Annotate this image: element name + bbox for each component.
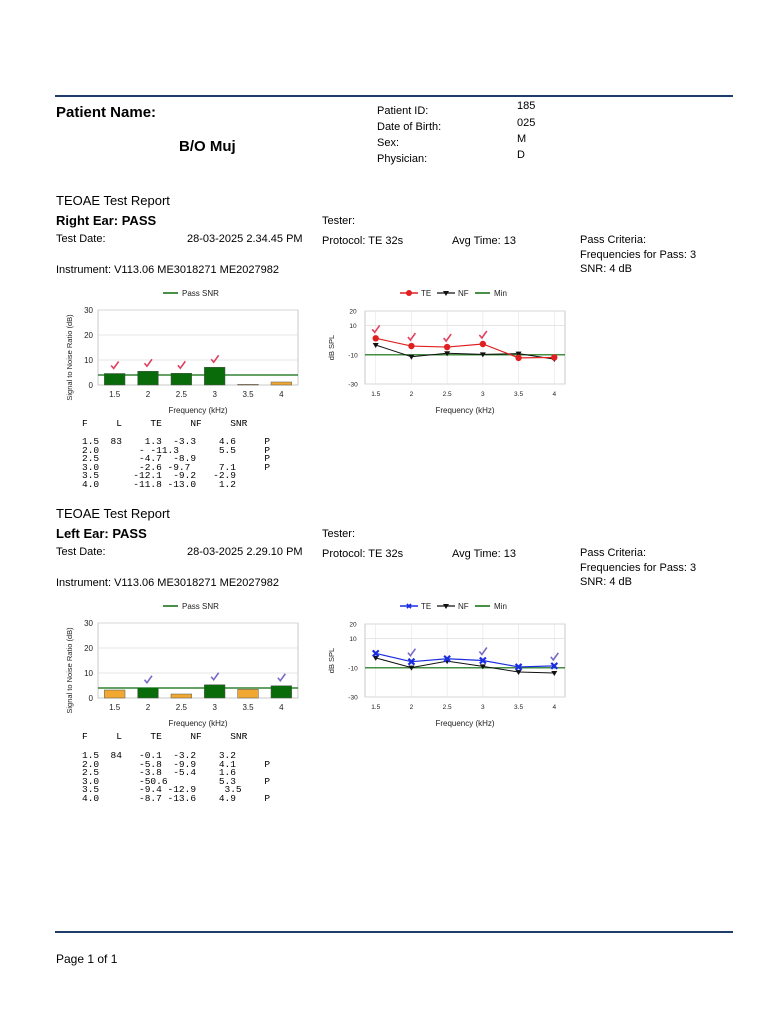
x-tick-label: 3 xyxy=(212,703,217,712)
x-tick-label: 2.5 xyxy=(442,704,452,711)
legend-label-nf: NF xyxy=(458,602,469,611)
data-table-row: 3.0 -2.6 -9.7 7.1 P xyxy=(82,461,271,473)
x-tick-label: 2 xyxy=(409,704,414,711)
legend-label-pass-snr: Pass SNR xyxy=(182,289,219,298)
y-tick-label: 0 xyxy=(88,381,93,390)
header-rule xyxy=(55,95,733,97)
legend-marker-te xyxy=(406,290,412,296)
x-tick-label: 4 xyxy=(552,704,557,711)
data-table-row: 4.0 -8.7 -13.6 4.9 P xyxy=(82,792,271,804)
x-tick-label: 4 xyxy=(279,703,284,712)
pass-check-icon xyxy=(278,674,286,681)
x-tick-label: 1.5 xyxy=(109,703,121,712)
x-axis-label: Frequency (kHz) xyxy=(435,406,495,415)
te-point xyxy=(373,335,379,341)
right-ear-result: Right Ear: PASS xyxy=(56,213,157,228)
snr-bar xyxy=(271,382,292,385)
patient-name: B/O Muj xyxy=(179,138,236,155)
pass-criteria-snr-right: SNR: 4 dB xyxy=(580,263,632,275)
test-date-label-left: Test Date: xyxy=(56,546,106,558)
plot-frame xyxy=(365,311,565,384)
nf-series-line xyxy=(376,345,555,359)
x-axis-label: Frequency (kHz) xyxy=(168,406,228,415)
dbspl-chart-left xyxy=(320,596,575,731)
y-tick-label: 30 xyxy=(84,619,93,628)
report-title-right: TEOAE Test Report xyxy=(56,193,170,208)
footer-rule xyxy=(55,931,733,933)
data-table-row: 3.5 -12.1 -9.2 -2.9 xyxy=(82,470,236,481)
test-date-right: 28-03-2025 2.34.45 PM xyxy=(187,233,303,245)
instrument-left: Instrument: V113.06 ME3018271 ME2027982 xyxy=(56,577,280,589)
x-tick-label: 2.5 xyxy=(442,391,452,398)
pass-criteria-freq-left: Frequencies for Pass: 3 xyxy=(580,562,697,574)
protocol-right: Protocol: TE 32s xyxy=(322,235,404,247)
y-tick-label: -10 xyxy=(348,665,358,673)
x-axis-label: Frequency (kHz) xyxy=(435,719,495,728)
x-tick-label: 1.5 xyxy=(371,704,381,711)
x-tick-label: 4 xyxy=(279,390,284,399)
x-axis-label: Frequency (kHz) xyxy=(168,719,228,728)
x-tick-label: 3.5 xyxy=(514,704,524,711)
snr-bar xyxy=(138,688,159,698)
y-tick-label: 10 xyxy=(349,323,357,331)
dob-label: Date of Birth: xyxy=(377,121,442,133)
te-point xyxy=(480,341,486,347)
snr-bar xyxy=(238,384,259,385)
data-table-row: 2.5 -4.7 -8.9 P xyxy=(82,453,271,464)
sex: M xyxy=(517,133,527,145)
patient-id: 185 xyxy=(517,100,536,112)
pass-check-icon xyxy=(111,362,119,369)
nf-point xyxy=(408,355,414,360)
snr-bar xyxy=(204,685,225,698)
x-tick-label: 1.5 xyxy=(109,390,121,399)
x-tick-label: 2 xyxy=(409,391,414,398)
te-point xyxy=(444,344,450,350)
physician-label: Physician: xyxy=(377,153,428,165)
physician: D xyxy=(517,149,525,161)
pass-criteria-freq-right: Frequencies for Pass: 3 xyxy=(580,249,697,261)
snr-chart-right xyxy=(60,283,310,418)
data-table-row: 2.0 -5.8 -9.9 4.1 P xyxy=(82,758,271,770)
y-tick-label: -30 xyxy=(348,381,358,389)
legend-marker-te: ✖ xyxy=(405,602,413,611)
data-table-row: 4.0 -11.8 -13.0 1.2 xyxy=(82,478,236,490)
legend-label-pass-snr: Pass SNR xyxy=(182,602,219,611)
data-table-row: 3.5 -9.4 -12.9 3.5 xyxy=(82,784,242,795)
avg-time-right: Avg Time: 13 xyxy=(452,235,516,247)
tester-label-left: Tester: xyxy=(322,528,356,540)
plot-frame xyxy=(98,623,298,698)
data-table-row: 2.0 - -11.3 5.5 P xyxy=(82,444,271,456)
te-point xyxy=(551,354,557,360)
y-axis-label: dB SPL xyxy=(327,334,336,361)
x-tick-label: 2.5 xyxy=(175,390,187,399)
x-tick-label: 2 xyxy=(145,390,151,399)
x-tick-label: 3 xyxy=(212,390,217,399)
te-point xyxy=(515,355,521,361)
legend-label-min: Min xyxy=(494,289,507,298)
x-tick-label: 4 xyxy=(552,391,557,398)
data-table-row: 1.5 84 -0.1 -3.2 3.2 xyxy=(82,750,236,761)
legend-label-min: Min xyxy=(494,602,507,611)
sex-label: Sex: xyxy=(377,137,400,149)
snr-chart-left xyxy=(60,596,310,731)
test-date-label-right: Test Date: xyxy=(56,233,106,245)
tester-label-right: Tester: xyxy=(322,215,356,227)
x-tick-label: 3.5 xyxy=(242,703,254,712)
legend-label-te: TE xyxy=(421,289,432,298)
dbspl-chart-right xyxy=(320,283,575,418)
pass-criteria-label-left: Pass Criteria: xyxy=(580,547,647,559)
data-table-header-right: F L TE NF SNR xyxy=(82,418,248,429)
legend-label-nf: NF xyxy=(458,289,469,298)
te-point xyxy=(408,343,414,349)
pass-check-icon xyxy=(211,673,219,680)
x-tick-label: 2 xyxy=(145,703,151,712)
x-tick-label: 3.5 xyxy=(242,390,254,399)
x-tick-label: 3 xyxy=(481,391,485,398)
patient-id-label: Patient ID: xyxy=(377,105,429,117)
data-table-row: 2.5 -3.8 -5.4 1.6 xyxy=(82,767,236,778)
pass-criteria-label-right: Pass Criteria: xyxy=(580,234,647,246)
y-tick-label: 10 xyxy=(84,356,93,365)
pass-check-icon xyxy=(178,361,186,368)
protocol-left: Protocol: TE 32s xyxy=(322,548,404,560)
data-table-header-left: F L TE NF SNR xyxy=(82,731,248,742)
pass-criteria-snr-left: SNR: 4 dB xyxy=(580,576,632,588)
patient-name-label: Patient Name: xyxy=(56,104,157,121)
plot-frame xyxy=(365,624,565,697)
data-table-row: 1.5 83 1.3 -3.3 4.6 P xyxy=(82,436,271,447)
y-axis-label: dB SPL xyxy=(327,647,336,674)
snr-bar xyxy=(238,689,259,698)
y-tick-label: 0 xyxy=(88,694,93,703)
pass-check-icon xyxy=(211,355,219,362)
dob: 025 xyxy=(517,117,536,129)
y-axis-label: Signal to Noise Ratio (dB) xyxy=(65,314,74,401)
instrument-right: Instrument: V113.06 ME3018271 ME2027982 xyxy=(56,264,280,276)
y-axis-label: Signal to Noise Ratio (dB) xyxy=(65,627,74,714)
legend-label-te: TE xyxy=(421,602,432,611)
x-tick-label: 3 xyxy=(481,704,485,711)
pass-check-icon xyxy=(145,676,153,683)
test-date-left: 28-03-2025 2.29.10 PM xyxy=(187,546,303,558)
data-table-row: 3.0 -50.6 5.3 P xyxy=(82,775,271,787)
y-tick-label: 20 xyxy=(349,308,357,316)
y-tick-label: -30 xyxy=(348,694,358,702)
y-tick-label: 20 xyxy=(349,621,357,629)
x-tick-label: 2.5 xyxy=(175,703,187,712)
plot-frame xyxy=(98,310,298,385)
y-tick-label: 10 xyxy=(84,669,93,678)
snr-bar xyxy=(104,690,125,698)
y-tick-label: 20 xyxy=(84,331,93,340)
avg-time-left: Avg Time: 13 xyxy=(452,548,516,560)
snr-bar xyxy=(204,367,225,385)
y-tick-label: 20 xyxy=(84,644,93,653)
report-title-left: TEOAE Test Report xyxy=(56,506,170,521)
y-tick-label: 30 xyxy=(84,306,93,315)
page-number: Page 1 of 1 xyxy=(56,952,118,966)
snr-bar xyxy=(171,694,192,698)
left-ear-result: Left Ear: PASS xyxy=(56,526,147,541)
y-tick-label: -10 xyxy=(348,352,358,360)
x-tick-label: 3.5 xyxy=(514,391,524,398)
y-tick-label: 10 xyxy=(349,636,357,644)
nf-point xyxy=(551,671,557,676)
snr-bar xyxy=(138,371,159,385)
x-tick-label: 1.5 xyxy=(371,391,381,398)
